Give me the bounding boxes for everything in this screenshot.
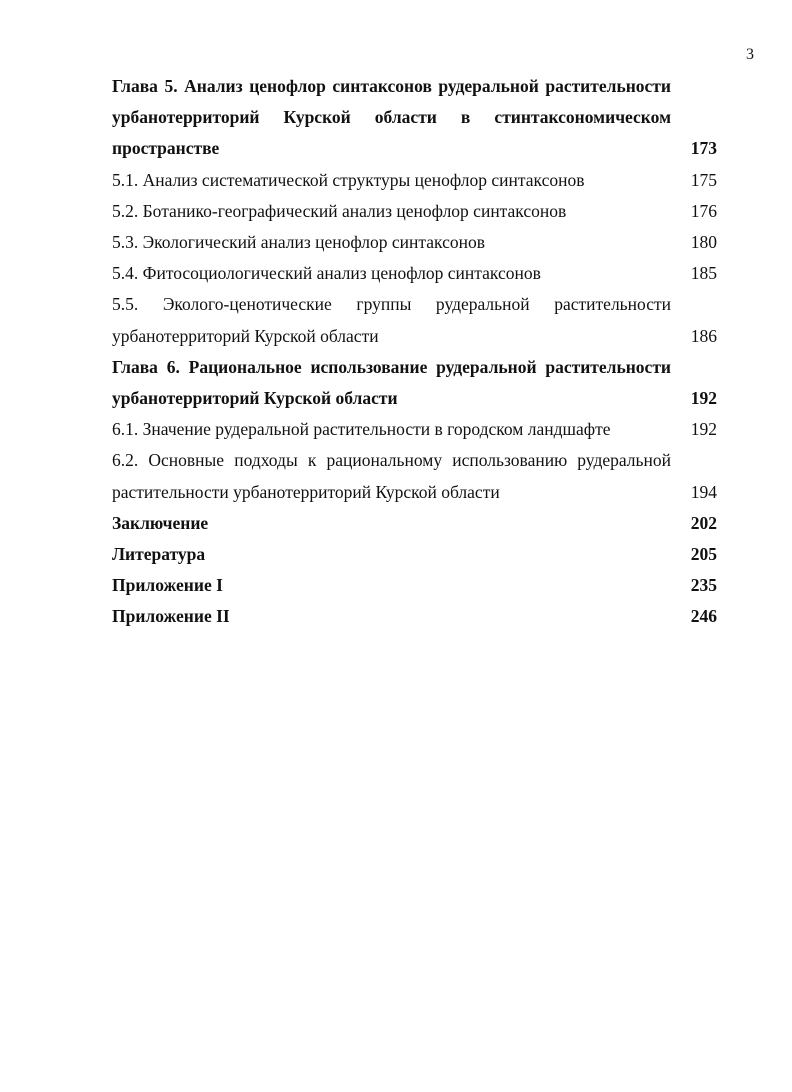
toc-entry-page: 202 (690, 512, 717, 533)
toc-entry-title: Литература (112, 544, 206, 565)
toc-entry-page: 205 (690, 544, 717, 565)
toc-entry-title: 5.2. Ботанико-географический анализ ценофлор синтаксонов (112, 200, 567, 221)
toc-entry-page: 192 (690, 388, 717, 409)
toc-entry-title: Глава 5. Анализ ценофлор синтаксонов рудеральной растительности урбанотерриторий Курской области в стинтаксономическом пространстве (112, 76, 671, 159)
toc-entry-title: 6.1. Значение рудеральной растительности в городском ландшафте (112, 419, 611, 440)
page-number: 3 (746, 46, 754, 63)
toc-entry-literature[interactable] (112, 539, 717, 570)
toc-entry-appendix-1[interactable] (112, 570, 717, 601)
toc-entry-page: 175 (690, 169, 717, 190)
toc-entry-page: 246 (690, 606, 717, 627)
toc-entry-6-1[interactable] (112, 414, 717, 445)
toc-entry-appendix-2[interactable] (112, 601, 717, 632)
toc-entry-title: 5.5. Эколого-ценотические группы рудеральной растительности урбанотерриторий Курской области (112, 294, 671, 346)
toc-entry-page: 194 (690, 481, 717, 502)
toc-entry-page: 180 (690, 232, 717, 253)
toc-entry-6-2[interactable] (112, 445, 717, 507)
toc-entry-chapter-5[interactable] (112, 71, 717, 165)
toc-entry-conclusion[interactable] (112, 508, 717, 539)
toc-entry-page: 173 (690, 138, 717, 159)
toc-entry-title: Приложение I (112, 575, 223, 596)
toc-entry-title: Заключение (112, 512, 209, 533)
toc-entry-title: 5.4. Фитосоциологический анализ ценофлор синтаксонов (112, 263, 541, 284)
toc-entry-title: 5.3. Экологический анализ ценофлор синтаксонов (112, 232, 486, 253)
toc-entry-title: Приложение II (112, 606, 230, 627)
toc-entry-page: 235 (690, 575, 717, 596)
toc-entry-title: 5.1. Анализ систематической структуры ценофлор синтаксонов (112, 169, 585, 190)
toc-entry-page: 192 (690, 419, 717, 440)
toc-entry-5-1[interactable] (112, 165, 717, 196)
toc-entry-5-5[interactable] (112, 289, 717, 351)
toc-entry-chapter-6[interactable] (112, 352, 717, 414)
toc-entry-page: 185 (690, 263, 717, 284)
toc-entry-title: Глава 6. Рациональное использование рудеральной растительности урбанотерриторий Курской области (112, 356, 671, 409)
toc-entry-5-3[interactable] (112, 227, 717, 258)
table-of-contents (112, 71, 717, 633)
toc-entry-page: 176 (690, 200, 717, 221)
toc-entry-title: 6.2. Основные подходы к рациональному использованию рудеральной растительности урбанотерриторий Курской области (112, 450, 671, 502)
toc-entry-5-4[interactable] (112, 258, 717, 289)
toc-entry-5-2[interactable] (112, 196, 717, 227)
toc-entry-page: 186 (690, 325, 717, 346)
